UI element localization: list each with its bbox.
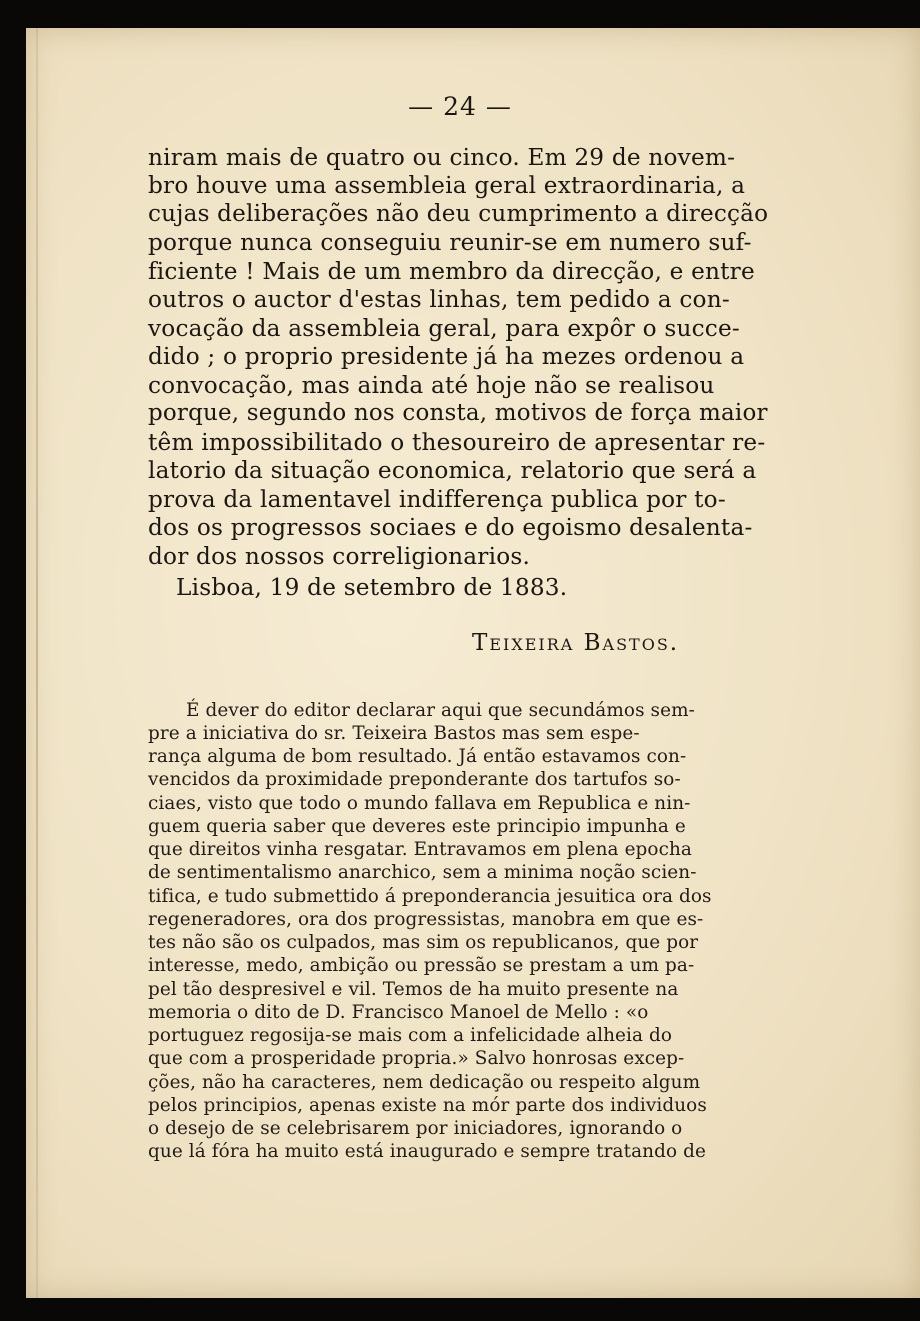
note-line: ciaes, visto que todo o mundo fallava em Republica e nin- (148, 793, 691, 814)
note-line: que direitos vinha resgatar. Entravamos em plena epocha (148, 839, 692, 860)
dateline: Lisboa, 19 de setembro de 1883. (176, 574, 568, 601)
body-line: bro houve uma assembleia geral extraordinaria, a (148, 172, 746, 199)
body-line: cujas deliberações não deu cumprimento a direcção (148, 201, 769, 227)
note-line: vencidos da proximidade preponderante dos tartufos so- (148, 769, 681, 790)
signature: Teixeira Bastos. (472, 630, 680, 656)
note-line: pre a iniciativa do sr. Teixeira Bastos mas sem espe- (148, 723, 640, 744)
body-line: dos os progressos sociaes e do egoismo desalenta- (148, 514, 753, 541)
note-line: pelos principios, apenas existe na mór parte dos individuos (148, 1095, 707, 1116)
body-line: ficiente ! Mais de um membro da direcção, e entre (148, 258, 755, 285)
note-line: regeneradores, ora dos progressistas, manobra em que es- (148, 909, 704, 930)
note-line: de sentimentalismo anarchico, sem a minima noção scien- (148, 862, 697, 883)
body-line: niram mais de quatro ou cinco. Em 29 de novem- (148, 144, 736, 171)
note-line: que com a prosperidade propria.» Salvo honrosas excep- (148, 1048, 685, 1069)
body-line: porque nunca conseguiu reunir-se em numero suf- (148, 229, 752, 256)
body-line: têm impossibilitado o thesoureiro de apresentar re- (148, 429, 766, 456)
body-line: latorio da situação economica, relatorio que será a (148, 457, 757, 484)
body-line: vocação da assembleia geral, para expôr o succe- (148, 315, 740, 342)
page-fold-shadow (36, 28, 38, 1298)
note-line: guem queria saber que deveres este principio impunha e (148, 816, 686, 837)
note-line: o desejo de se celebrisarem por iniciadores, ignorando o (148, 1118, 683, 1139)
note-line: pel tão despresivel e vil. Temos de ha muito presente na (148, 979, 679, 1000)
note-line: rança alguma de bom resultado. Já então estavamos con- (148, 746, 687, 767)
body-line: prova da lamentavel indifferença publica por to- (148, 486, 726, 513)
note-line: ções, não ha caracteres, nem dedicação ou respeito algum (148, 1072, 701, 1093)
body-line: dido ; o proprio presidente já ha mezes ordenou a (148, 343, 745, 370)
body-line: porque, segundo nos consta, motivos de força maior (148, 400, 768, 426)
note-line: que lá fóra ha muito está inaugurado e sempre tratando de (148, 1141, 706, 1162)
note-line: tes não são os culpados, mas sim os republicanos, que por (148, 932, 699, 953)
note-line: É dever do editor declarar aqui que secundámos sem- (186, 700, 695, 721)
note-line: tifica, e tudo submettido á preponderancia jesuitica ora dos (148, 886, 712, 907)
note-line: memoria o dito de D. Francisco Manoel de Mello : «o (148, 1002, 649, 1023)
body-line: outros o auctor d'estas linhas, tem pedido a con- (148, 286, 730, 313)
page-number: — 24 — (408, 92, 512, 121)
note-line: interesse, medo, ambição ou pressão se prestam a um pa- (148, 955, 695, 976)
body-line: convocação, mas ainda até hoje não se realisou (148, 372, 715, 399)
body-line: dor dos nossos correligionarios. (148, 543, 531, 570)
note-line: portuguez regosija-se mais com a infelicidade alheia do (148, 1025, 673, 1046)
